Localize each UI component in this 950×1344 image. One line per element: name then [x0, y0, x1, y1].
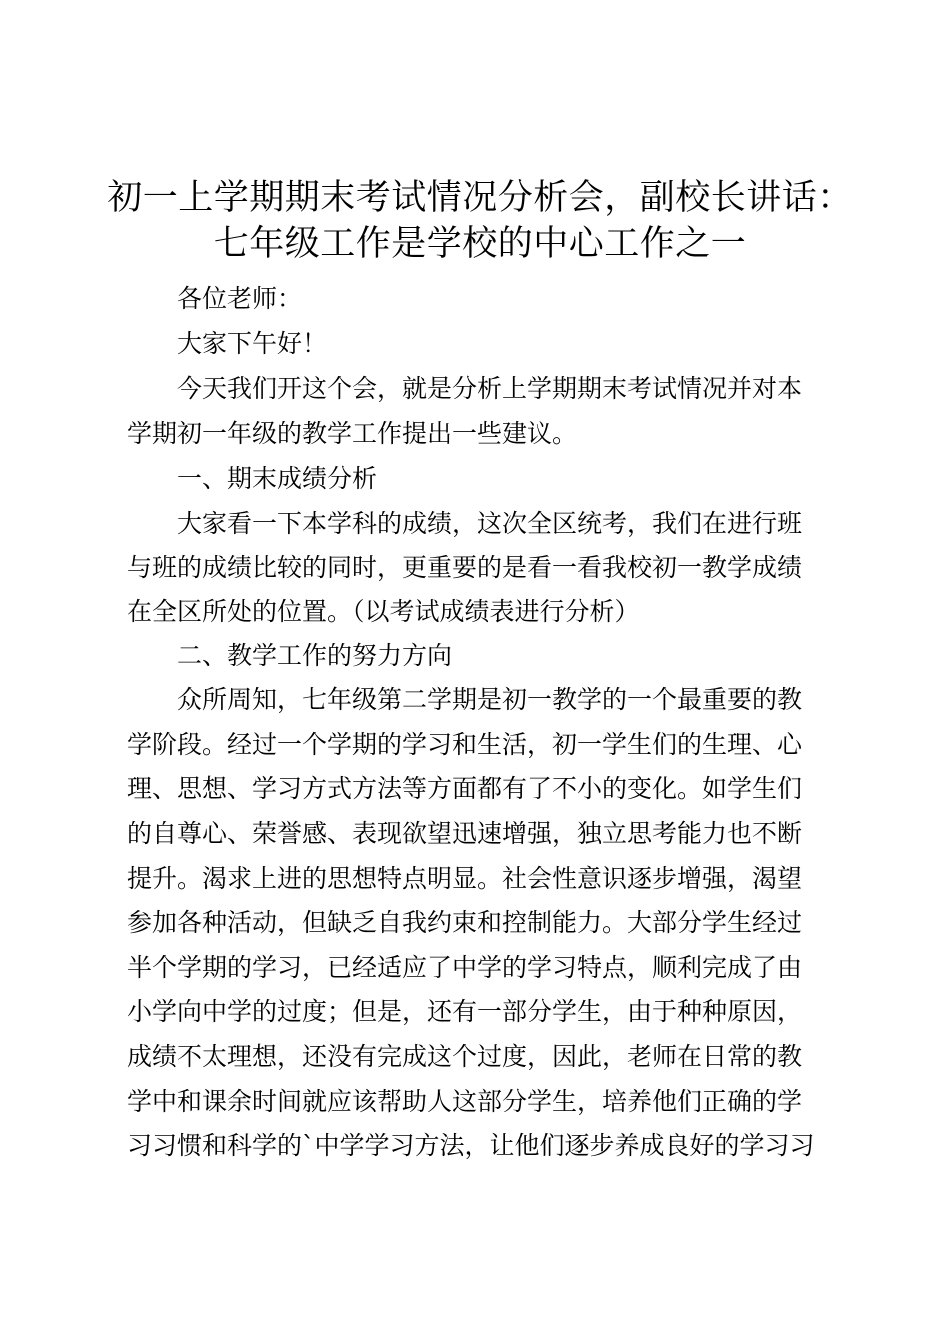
document-title-line-2: 七年级工作是学校的中心工作之一 [213, 224, 747, 264]
paragraph-line: 今天我们开这个会，就是分析上学期期末考试情况并对本 [177, 374, 803, 403]
paragraph-line: 习习惯和科学的`中学学习方法，让他们逐步养成良好的学习习 [127, 1131, 815, 1160]
paragraph-line: 的自尊心、荣誉感、表现欲望迅速增强，独立思考能力也不断 [127, 819, 803, 848]
greeting: 大家下午好！ [177, 329, 328, 358]
paragraph-line: 在全区所处的位置。（以考试成绩表进行分析） [127, 597, 640, 626]
paragraph-line: 参加各种活动，但缺乏自我约束和控制能力。大部分学生经过 [127, 908, 803, 937]
paragraph-line: 学阶段。经过一个学期的学习和生活，初一学生们的生理、心 [127, 730, 803, 759]
paragraph-line: 半个学期的学习，已经适应了中学的学习特点，顺利完成了由 [127, 953, 803, 982]
paragraph-line: 理、思想、学习方式方法等方面都有了不小的变化。如学生们 [127, 774, 803, 803]
paragraph-line: 学期初一年级的教学工作提出一些建议。 [127, 419, 578, 448]
section-heading: 一、期末成绩分析 [177, 464, 378, 493]
paragraph-line: 成绩不太理想，还没有完成这个过度，因此，老师在日常的教 [127, 1042, 803, 1071]
section-heading: 二、教学工作的努力方向 [177, 641, 453, 670]
paragraph-line: 学中和课余时间就应该帮助人这部分学生，培养他们正确的学 [127, 1087, 803, 1116]
paragraph-line: 小学向中学的过度；但是，还有一部分学生，由于种种原因， [127, 997, 803, 1026]
paragraph-line: 大家看一下本学科的成绩，这次全区统考，我们在进行班 [177, 509, 803, 538]
document-title-line-1: 初一上学期期末考试情况分析会，副校长讲话： [107, 178, 853, 218]
paragraph-line: 众所周知，七年级第二学期是初一教学的一个最重要的教 [177, 685, 803, 714]
salutation: 各位老师： [177, 284, 303, 313]
paragraph-line: 与班的成绩比较的同时，更重要的是看一看我校初一教学成绩 [127, 553, 803, 582]
paragraph-line: 提升。渴求上进的思想特点明显。社会性意识逐步增强，渴望 [127, 864, 803, 893]
